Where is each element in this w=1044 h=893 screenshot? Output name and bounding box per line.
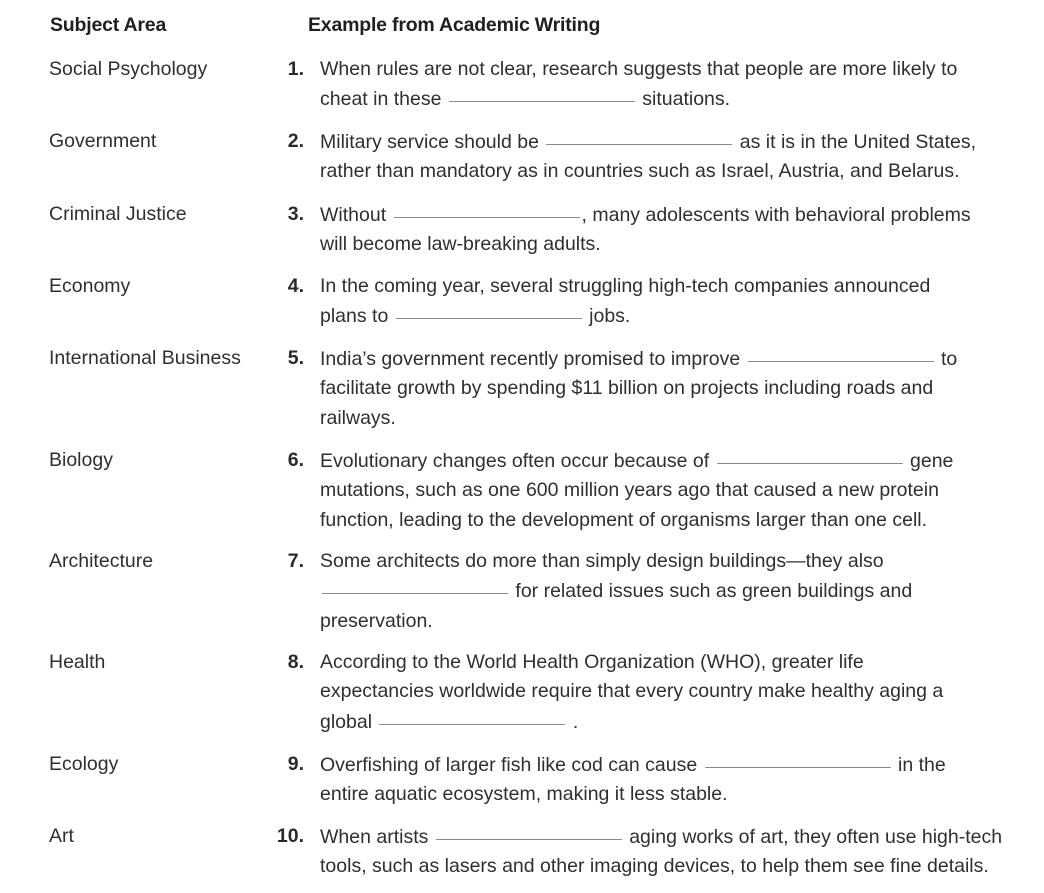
sentence-line	[320, 446, 1020, 476]
sentence-text: aging works of art, they often use high-tech	[623, 826, 1003, 848]
example-sentence	[320, 648, 1020, 737]
sentence-line	[320, 55, 1020, 84]
sentence-line	[320, 506, 1020, 535]
example-heading: Example from Academic Writing	[308, 14, 601, 36]
subject-label: International Business	[49, 347, 241, 369]
item-number: 5.	[287, 347, 304, 369]
sentence-text: India’s government recently promised to improve	[320, 348, 746, 370]
sentence-line	[320, 822, 1020, 852]
sentence-text: When rules are not clear, research suggests that people are more likely to	[320, 58, 958, 80]
fill-in-blank[interactable]	[717, 443, 903, 464]
sentence-text: .	[567, 710, 579, 733]
subject-label: Biology	[49, 449, 113, 471]
sentence-line	[320, 677, 1020, 706]
sentence-text: Overfishing of larger fish like cod can cause	[320, 754, 703, 776]
example-sentence	[320, 200, 1020, 260]
sentence-text: rather than mandatory as in countries such as Israel, Austria, and Belarus.	[320, 160, 960, 183]
sentence-text: mutations, such as one 600 million years ago that caused a new protein	[320, 479, 939, 502]
fill-in-blank[interactable]	[394, 197, 580, 218]
sentence-text: for related issues such as green buildings and	[510, 580, 913, 603]
item-number: 7.	[287, 550, 304, 572]
item-number: 2.	[287, 130, 304, 152]
sentence-text: situations.	[636, 88, 731, 111]
sentence-line	[320, 780, 1020, 809]
fill-in-blank[interactable]	[322, 573, 508, 594]
example-sentence	[320, 344, 1020, 433]
fill-in-blank[interactable]	[449, 81, 635, 102]
fill-in-blank[interactable]	[705, 747, 891, 768]
subject-label: Government	[49, 130, 157, 152]
fill-in-blank[interactable]	[436, 819, 622, 840]
sentence-text: expectancies worldwide require that every country make healthy aging a	[320, 680, 944, 703]
sentence-text: According to the World Health Organization (WHO), greater life	[320, 651, 864, 673]
sentence-text: global	[320, 710, 378, 733]
subject-area-heading: Subject Area	[50, 14, 167, 36]
sentence-text: in the	[892, 754, 946, 776]
item-number: 10.	[276, 825, 304, 847]
sentence-line	[320, 344, 1020, 374]
sentence-text: to	[935, 348, 958, 370]
fill-in-blank[interactable]	[396, 298, 582, 319]
example-sentence	[320, 127, 1020, 187]
sentence-line	[320, 200, 1020, 230]
sentence-text: , many adolescents with behavioral problems	[581, 204, 971, 226]
subject-label: Ecology	[49, 753, 119, 775]
sentence-line	[320, 230, 1020, 259]
sentence-line	[320, 84, 1020, 114]
sentence-text: When artists	[320, 826, 434, 848]
sentence-text: Military service should be	[320, 131, 545, 153]
sentence-text: In the coming year, several struggling high-tech companies announced	[320, 275, 931, 297]
sentence-text: as it is in the United States,	[734, 131, 977, 153]
sentence-text: will become law-breaking adults.	[320, 233, 601, 256]
item-number: 1.	[287, 58, 304, 80]
subject-label: Economy	[49, 275, 131, 297]
sentence-text: tools, such as lasers and other imaging devices, to help them see fine details.	[320, 855, 989, 878]
sentence-text: Some architects do more than simply design buildings—they also	[320, 550, 884, 572]
sentence-text: Without	[320, 204, 392, 226]
item-number: 8.	[287, 651, 304, 673]
fill-in-blank[interactable]	[748, 341, 934, 362]
sentence-line	[320, 157, 1020, 186]
subject-label: Architecture	[49, 550, 154, 572]
example-sentence	[320, 446, 1020, 535]
sentence-line	[320, 576, 1020, 606]
sentence-text: function, leading to the development of organisms larger than one cell.	[320, 508, 928, 531]
sentence-text: plans to	[320, 305, 394, 328]
sentence-line	[320, 127, 1020, 157]
sentence-text: cheat in these	[320, 88, 447, 111]
sentence-text: gene	[904, 450, 954, 472]
sentence-text: Evolutionary changes often occur because of	[320, 450, 715, 472]
sentence-line	[320, 607, 1020, 636]
sentence-line	[320, 648, 1020, 677]
example-sentence	[320, 55, 1020, 115]
fill-in-blank[interactable]	[379, 704, 565, 725]
sentence-text: facilitate growth by spending $11 billion on projects including roads and	[320, 377, 934, 400]
sentence-line	[320, 301, 1020, 331]
sentence-line	[320, 374, 1020, 403]
item-number: 4.	[287, 275, 304, 297]
subject-label: Criminal Justice	[49, 203, 187, 225]
example-sentence	[320, 822, 1020, 882]
subject-label: Art	[49, 825, 74, 847]
sentence-line	[320, 750, 1020, 780]
sentence-line	[320, 707, 1020, 737]
sentence-text: jobs.	[583, 305, 631, 328]
sentence-line	[320, 547, 1020, 576]
sentence-line	[320, 404, 1020, 433]
item-number: 6.	[287, 449, 304, 471]
example-sentence	[320, 750, 1020, 810]
sentence-line	[320, 476, 1020, 505]
example-sentence	[320, 547, 1020, 636]
subject-label: Social Psychology	[49, 58, 208, 80]
item-number: 9.	[287, 753, 304, 775]
fill-in-blank[interactable]	[546, 124, 732, 145]
sentence-text: entire aquatic ecosystem, making it less stable.	[320, 783, 728, 806]
sentence-text: railways.	[320, 406, 396, 429]
sentence-text: preservation.	[320, 609, 433, 632]
item-number: 3.	[287, 203, 304, 225]
example-sentence	[320, 272, 1020, 332]
sentence-line	[320, 272, 1020, 301]
sentence-line	[320, 852, 1020, 881]
subject-label: Health	[49, 651, 106, 673]
